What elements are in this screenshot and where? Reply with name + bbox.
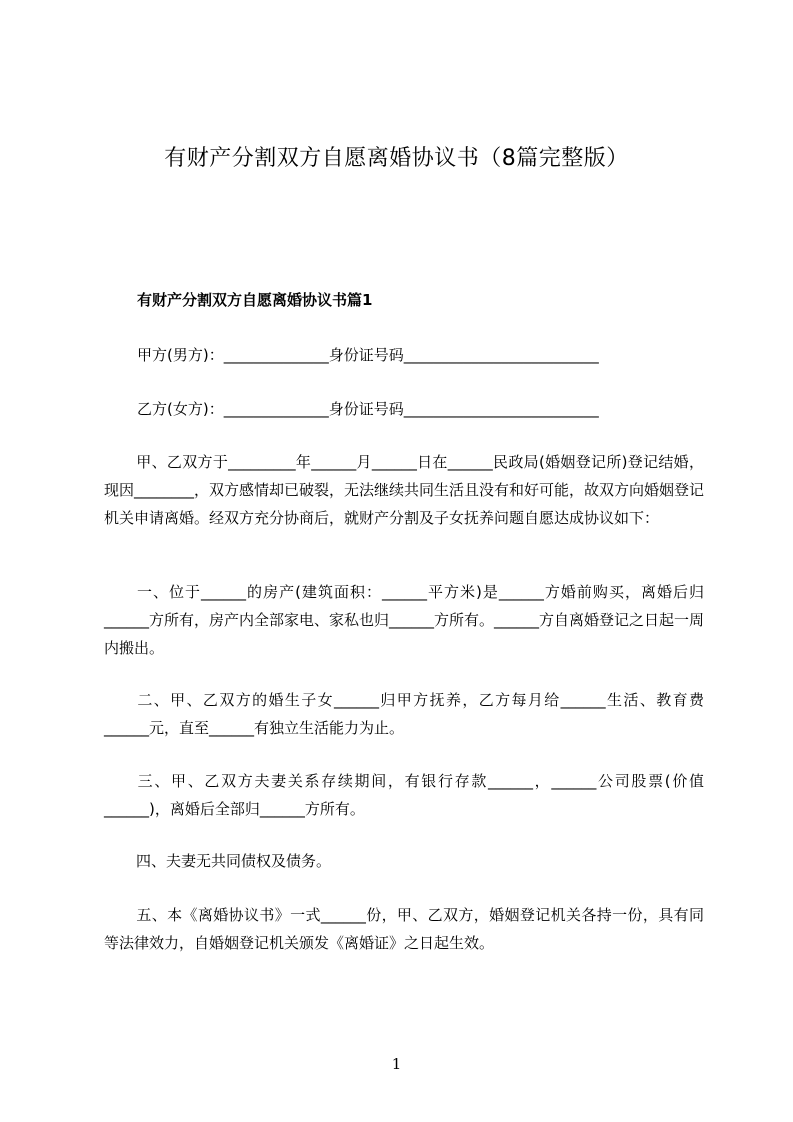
intro-paragraph (104, 448, 704, 532)
intro-text: 甲、乙双方于_________年______月______日在______民政局(婚姻登记所)登记结婚，现因________，双方感情却已破裂，无法继续共同生活且没有和好可能，故双方向婚姻登记机关申请离婚。经双方充分协商后，就财产分割及子女抚养问题自愿达成协议如下： (104, 453, 705, 527)
clause-3 (104, 767, 704, 823)
clause-2-text: 二、甲、乙双方的婚生子女______归甲方抚养，乙方每月给______生活、教育费______元，直至______有独立生活能力为止。 (104, 691, 704, 737)
clause-1-text: 一、位于______的房产(建筑面积：______平方米)是______方婚前购买，离婚后归______方所有，房产内全部家电、家私也归______方所有。______方自离婚登记之日起一周内搬出。 (104, 583, 705, 657)
clause-4 (104, 847, 704, 875)
clause-1 (104, 578, 704, 662)
section-title: 有财产分割双方自愿离婚协议书篇1 (137, 291, 373, 309)
page-number: 1 (391, 1055, 402, 1073)
clause-3-text: 三、甲、乙双方夫妻关系存续期间，有银行存款______，______公司股票(价值______)，离婚后全部归______方所有。 (104, 772, 704, 818)
clause-2 (104, 686, 704, 742)
document-title: 有财产分割双方自愿离婚协议书（8篇完整版） (164, 146, 629, 171)
clause-4-text: 四、夫妻无共同债权及债务。 (136, 852, 332, 870)
clause-5 (104, 901, 704, 957)
clause-5-text: 五、本《离婚协议书》一式______份，甲、乙双方，婚姻登记机关各持一份，具有同等法律效力，自婚姻登记机关颁发《离婚证》之日起生效。 (104, 906, 704, 952)
party-a-line: 甲方(男方)：______________身份证号码__________________________ (137, 346, 599, 364)
party-b-line: 乙方(女方)：______________身份证号码__________________________ (137, 400, 599, 418)
